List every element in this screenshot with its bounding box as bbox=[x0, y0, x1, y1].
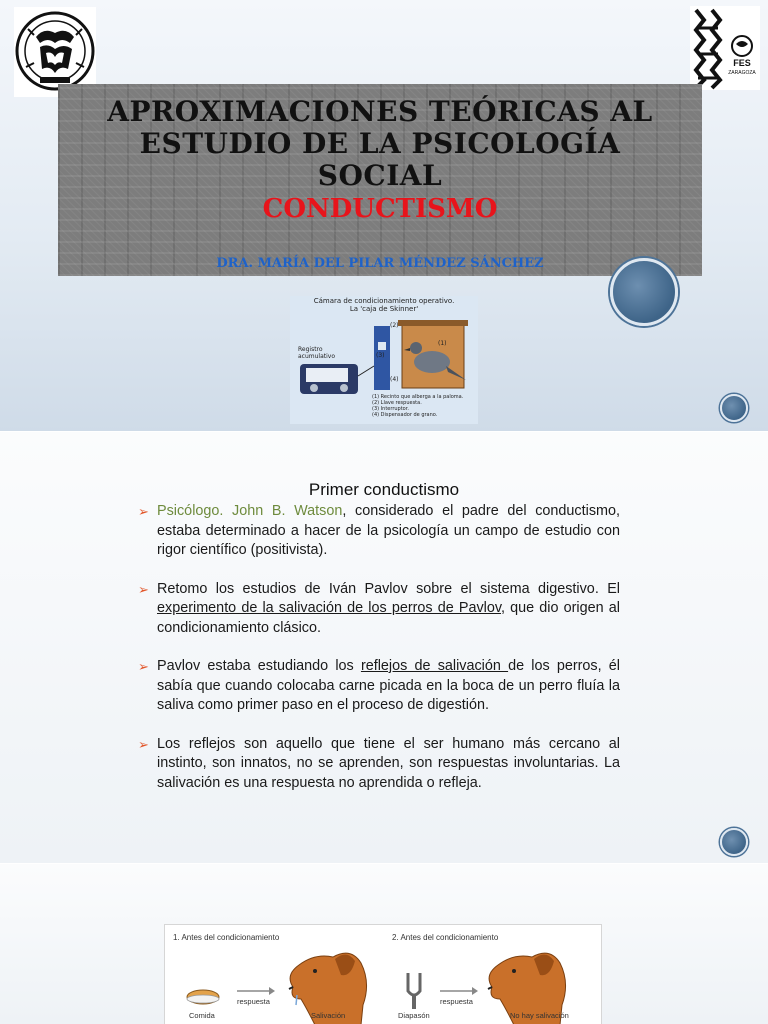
response-salivation-label: Salivación bbox=[311, 1011, 346, 1020]
title-slide bbox=[0, 0, 768, 432]
skinner-box-illustration bbox=[290, 296, 478, 424]
title-banner bbox=[58, 84, 702, 276]
skinner-legend: (1) Recinto que alberga a la paloma. (2) Llave respuesta. (3) Interruptor. (4) Dispensador de grano. bbox=[372, 394, 464, 418]
decorative-circle-large-icon bbox=[610, 258, 678, 326]
bullet-list bbox=[138, 502, 620, 812]
fes-text: FES bbox=[733, 58, 751, 68]
panel-before-food bbox=[165, 925, 382, 1024]
section-heading: Primer conductismo bbox=[308, 480, 460, 499]
watson-name: Psicólogo. John B. Watson bbox=[157, 503, 343, 519]
conditioning-diagram-slide bbox=[0, 864, 768, 1024]
fes-logo-icon bbox=[690, 6, 760, 90]
arrow-bullet-icon: ➢ bbox=[138, 659, 149, 674]
zaragoza-text: ZARAGOZA bbox=[728, 70, 756, 76]
decorative-circle-small-icon bbox=[720, 828, 748, 856]
label-4: (4) bbox=[390, 376, 399, 383]
reflejos-underlined-text: reflejos de salivación bbox=[360, 658, 509, 674]
response-no-salivation-label: No hay salivación bbox=[510, 1011, 569, 1020]
presentation-title bbox=[58, 96, 702, 192]
subtitle-conductismo: CONDUCTISMO bbox=[262, 194, 498, 224]
label-3: (3) bbox=[376, 352, 385, 359]
bullet-instinto: ➢ Los reflejos son aquello que tiene el ser humano más cercano al instinto, son innatos, no se aprenden, son respuestas involuntarias. La salivación es una respuesta no aprendida o refleja. bbox=[138, 735, 620, 791]
panel-2-title: 2. Antes del condicionamiento bbox=[392, 933, 499, 942]
experiment-link-text: experimento de la salivación de los perros de Pavlov bbox=[157, 600, 502, 616]
decorative-circle-small-icon bbox=[720, 394, 748, 422]
panel-before-bell bbox=[384, 925, 601, 1024]
registro-label: Registro acumulativo bbox=[298, 346, 336, 360]
arrow-bullet-icon: ➢ bbox=[138, 581, 149, 597]
bullet-reflejos: ➢ Pavlov estaba estudiando los reflejos de salivación de los perros, él sabía que cuando colocaba carne picada en la boca de un perro fluía la saliva como primer paso en el proceso de digestión. bbox=[138, 658, 621, 713]
stimulus-fork-label: Diapasón bbox=[398, 1011, 430, 1020]
skinner-caption: Cámara de condicionamiento operativo. La 'caja de Skinner' bbox=[313, 297, 455, 313]
arrow-bullet-icon: ➢ bbox=[138, 504, 149, 519]
stimulus-food-label: Comida bbox=[189, 1011, 215, 1020]
author-name: DRA. MARÍA DEL PILAR MÉNDEZ SÁNCHEZ bbox=[216, 256, 544, 271]
food-dog-drawing bbox=[165, 925, 382, 1024]
title-line-1: APROXIMACIONES TEÓRICAS AL bbox=[107, 95, 653, 128]
label-1: (1) bbox=[438, 340, 447, 347]
primer-conductismo-slide bbox=[0, 432, 768, 864]
conditioning-diagram bbox=[164, 924, 602, 1024]
arrow-bullet-icon: ➢ bbox=[138, 736, 149, 752]
bullet-pavlov: ➢ Retomo los estudios de Iván Pavlov sobre el sistema digestivo. El experimento de la salivación de los perros de Pavlov, que dio origen al condicionamiento clásico. bbox=[138, 580, 620, 636]
arrow-response-label: respuesta bbox=[440, 997, 473, 1006]
bullet-watson: ➢ Psicólogo. John B. Watson, considerado el padre del conductismo, estaba determinado a hacer de la psicología un campo de estudio con rigor científico (positivista). bbox=[138, 503, 621, 558]
fes-zaragoza-logo bbox=[690, 6, 760, 90]
title-line-3: SOCIAL bbox=[317, 159, 443, 192]
title-line-2: ESTUDIO DE LA PSICOLOGÍA bbox=[139, 127, 621, 160]
tuning-fork-dog-drawing bbox=[384, 925, 601, 1024]
label-2: (2) bbox=[390, 322, 399, 329]
arrow-response-label: respuesta bbox=[237, 997, 270, 1006]
panel-1-title: 1. Antes del condicionamiento bbox=[173, 933, 280, 942]
